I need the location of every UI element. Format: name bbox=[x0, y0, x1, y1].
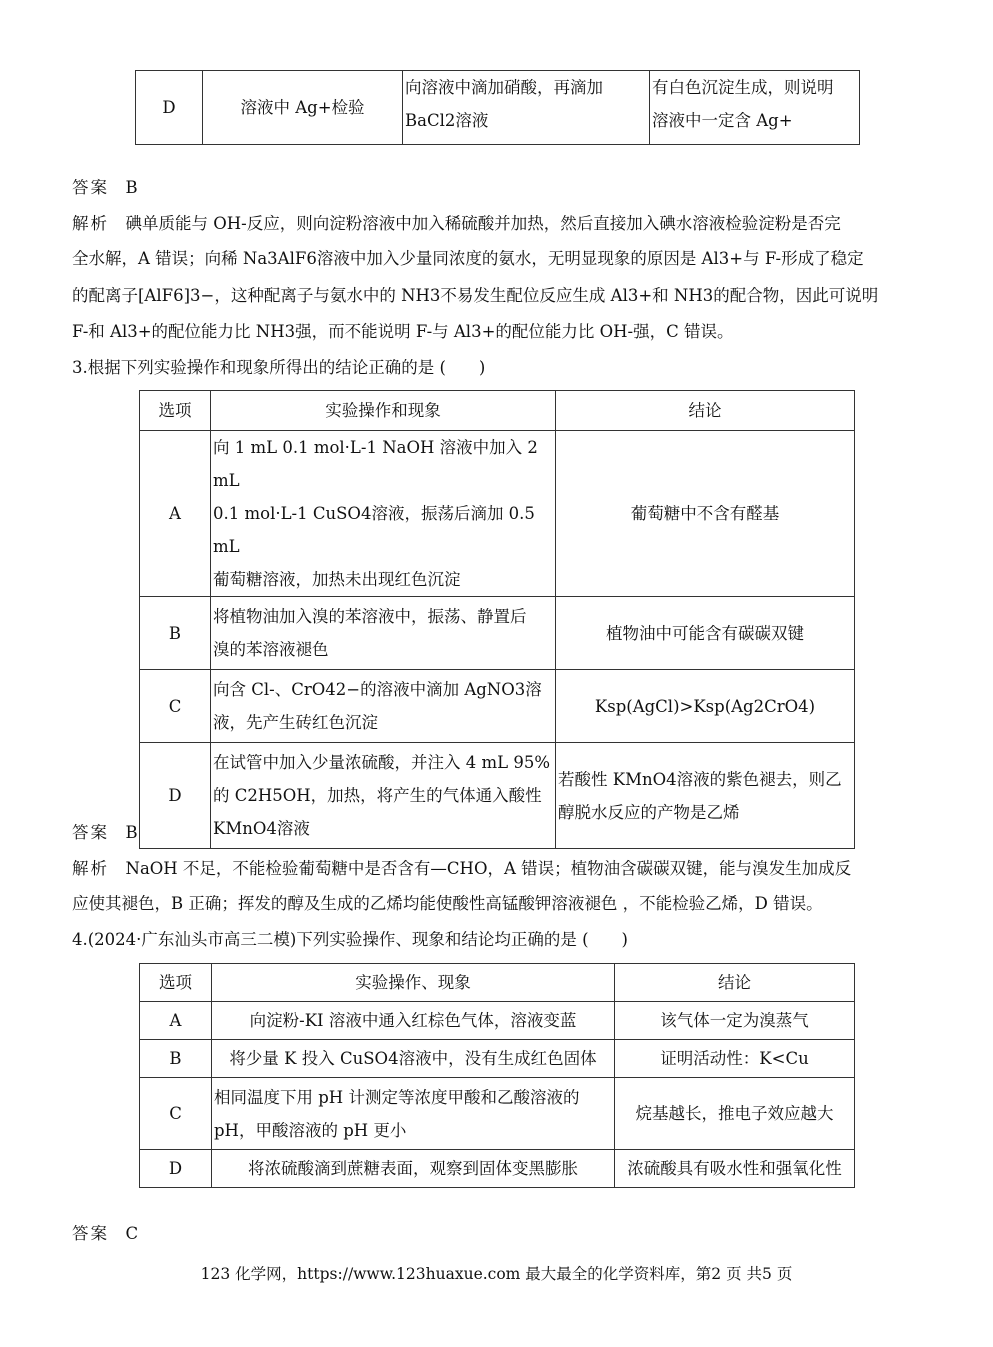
header-operation: 实验操作和现象 bbox=[211, 391, 556, 431]
q3-stem: 3.根据下列实验操作和现象所得出的结论正确的是 ( ) bbox=[72, 358, 486, 377]
q2-analysis-line: 全水解，A 错误；向稀 Na3AlF6溶液中加入少量同浓度的氨水，无明显现象的原因是 Al3+与 F-形成了稳定 bbox=[72, 249, 864, 268]
table-header-row bbox=[140, 964, 855, 1002]
option-cell: A bbox=[140, 431, 211, 597]
operation-cell: 向 1 mL 0.1 mol·L-1 NaOH 溶液中加入 2 mL 0.1 mol·L-1 CuSO4溶液，振荡后滴加 0.5 mL 葡萄糖溶液，加热未出现红色沉淀 bbox=[211, 431, 556, 597]
q2-answer: 答案 B bbox=[72, 178, 138, 197]
q4-stem: 4.(2024·广东汕头市高三二模)下列实验操作、现象和结论均正确的是 ( ) bbox=[72, 930, 628, 949]
option-cell: C bbox=[140, 670, 211, 743]
q3-answer: 答案 B bbox=[72, 823, 138, 842]
table-q3 bbox=[139, 390, 855, 849]
header-option: 选项 bbox=[140, 391, 211, 431]
conclusion-cell: 烷基越长，推电子效应越大 bbox=[615, 1078, 855, 1150]
option-cell: D bbox=[140, 1150, 212, 1188]
q3-analysis-line: 应使其褪色，B 正确；挥发的醇及生成的乙烯均能使酸性高锰酸钾溶液褪色 ，不能检验乙烯，D 错误。 bbox=[72, 894, 823, 913]
page-footer: 123 化学网，https://www.123huaxue.com 最大最全的化学资料库，第2 页 共5 页 bbox=[200, 1265, 793, 1283]
table-row bbox=[140, 1078, 855, 1150]
table-q4 bbox=[139, 963, 855, 1188]
operation-cell: 在试管中加入少量浓硫酸，并注入 4 mL 95% 的 C2H5OH，加热，将产生的气体通入酸性 KMnO4溶液 bbox=[211, 743, 556, 849]
option-cell: B bbox=[140, 1040, 212, 1078]
operation-cell: 将浓硫酸滴到蔗糖表面，观察到固体变黑膨胀 bbox=[212, 1150, 615, 1188]
header-operation: 实验操作、现象 bbox=[212, 964, 615, 1002]
table-row bbox=[136, 71, 860, 145]
option-cell: A bbox=[140, 1002, 212, 1040]
q2-analysis-line: F-和 Al3+的配位能力比 NH3强，而不能说明 F-与 Al3+的配位能力比 OH-强，C 错误。 bbox=[72, 322, 734, 341]
option-cell: C bbox=[140, 1078, 212, 1150]
table-row bbox=[140, 1040, 855, 1078]
table-row bbox=[140, 431, 855, 597]
operation-cell: 向含 Cl-、CrO42−的溶液中滴加 AgNO3溶 液，先产生砖红色沉淀 bbox=[211, 670, 556, 743]
table-header-row bbox=[140, 391, 855, 431]
operation-cell: 相同温度下用 pH 计测定等浓度甲酸和乙酸溶液的 pH，甲酸溶液的 pH 更小 bbox=[212, 1078, 615, 1150]
conclusion-cell: 浓硫酸具有吸水性和强氧化性 bbox=[615, 1150, 855, 1188]
table-row bbox=[140, 1002, 855, 1040]
table-row bbox=[140, 1150, 855, 1188]
conclusion-cell: 植物油中可能含有碳碳双键 bbox=[556, 597, 855, 670]
option-cell: D bbox=[140, 743, 211, 849]
header-option: 选项 bbox=[140, 964, 212, 1002]
conclusion-cell: Ksp(AgCl)>Ksp(Ag2CrO4) bbox=[556, 670, 855, 743]
operation-cell: 向淀粉-KI 溶液中通入红棕色气体，溶液变蓝 bbox=[212, 1002, 615, 1040]
q2-analysis-line: 解析 碘单质能与 OH-反应，则向淀粉溶液中加入稀硫酸并加热，然后直接加入碘水溶液检验淀粉是否完 bbox=[72, 214, 841, 233]
option-cell: D bbox=[136, 71, 203, 145]
header-conclusion: 结论 bbox=[556, 391, 855, 431]
table-top bbox=[135, 70, 860, 145]
conclusion-cell: 证明活动性：K<Cu bbox=[615, 1040, 855, 1078]
conclusion-cell: 有白色沉淀生成，则说明 溶液中一定含 Ag+ bbox=[650, 71, 860, 145]
table-row bbox=[140, 597, 855, 670]
operation-cell: 向溶液中滴加硝酸，再滴加 BaCl2溶液 bbox=[403, 71, 650, 145]
header-conclusion: 结论 bbox=[615, 964, 855, 1002]
operation-cell: 将少量 K 投入 CuSO4溶液中，没有生成红色固体 bbox=[212, 1040, 615, 1078]
conclusion-cell: 该气体一定为溴蒸气 bbox=[615, 1002, 855, 1040]
q2-analysis-line: 的配离子[AlF6]3−，这种配离子与氨水中的 NH3不易发生配位反应生成 Al3+和 NH3的配合物，因此可说明 bbox=[72, 286, 879, 305]
option-cell: B bbox=[140, 597, 211, 670]
conclusion-cell: 葡萄糖中不含有醛基 bbox=[556, 431, 855, 597]
q3-analysis-line: 解析 NaOH 不足，不能检验葡萄糖中是否含有—CHO，A 错误；植物油含碳碳双键，能与溴发生加成反 bbox=[72, 859, 852, 878]
conclusion-cell: 若酸性 KMnO4溶液的紫色褪去，则乙 醇脱水反应的产物是乙烯 bbox=[556, 743, 855, 849]
table-row bbox=[140, 743, 855, 849]
item-cell: 溶液中 Ag+检验 bbox=[203, 71, 403, 145]
table-row bbox=[140, 670, 855, 743]
q4-answer: 答案 C bbox=[72, 1224, 139, 1243]
operation-cell: 将植物油加入溴的苯溶液中，振荡、静置后 溴的苯溶液褪色 bbox=[211, 597, 556, 670]
